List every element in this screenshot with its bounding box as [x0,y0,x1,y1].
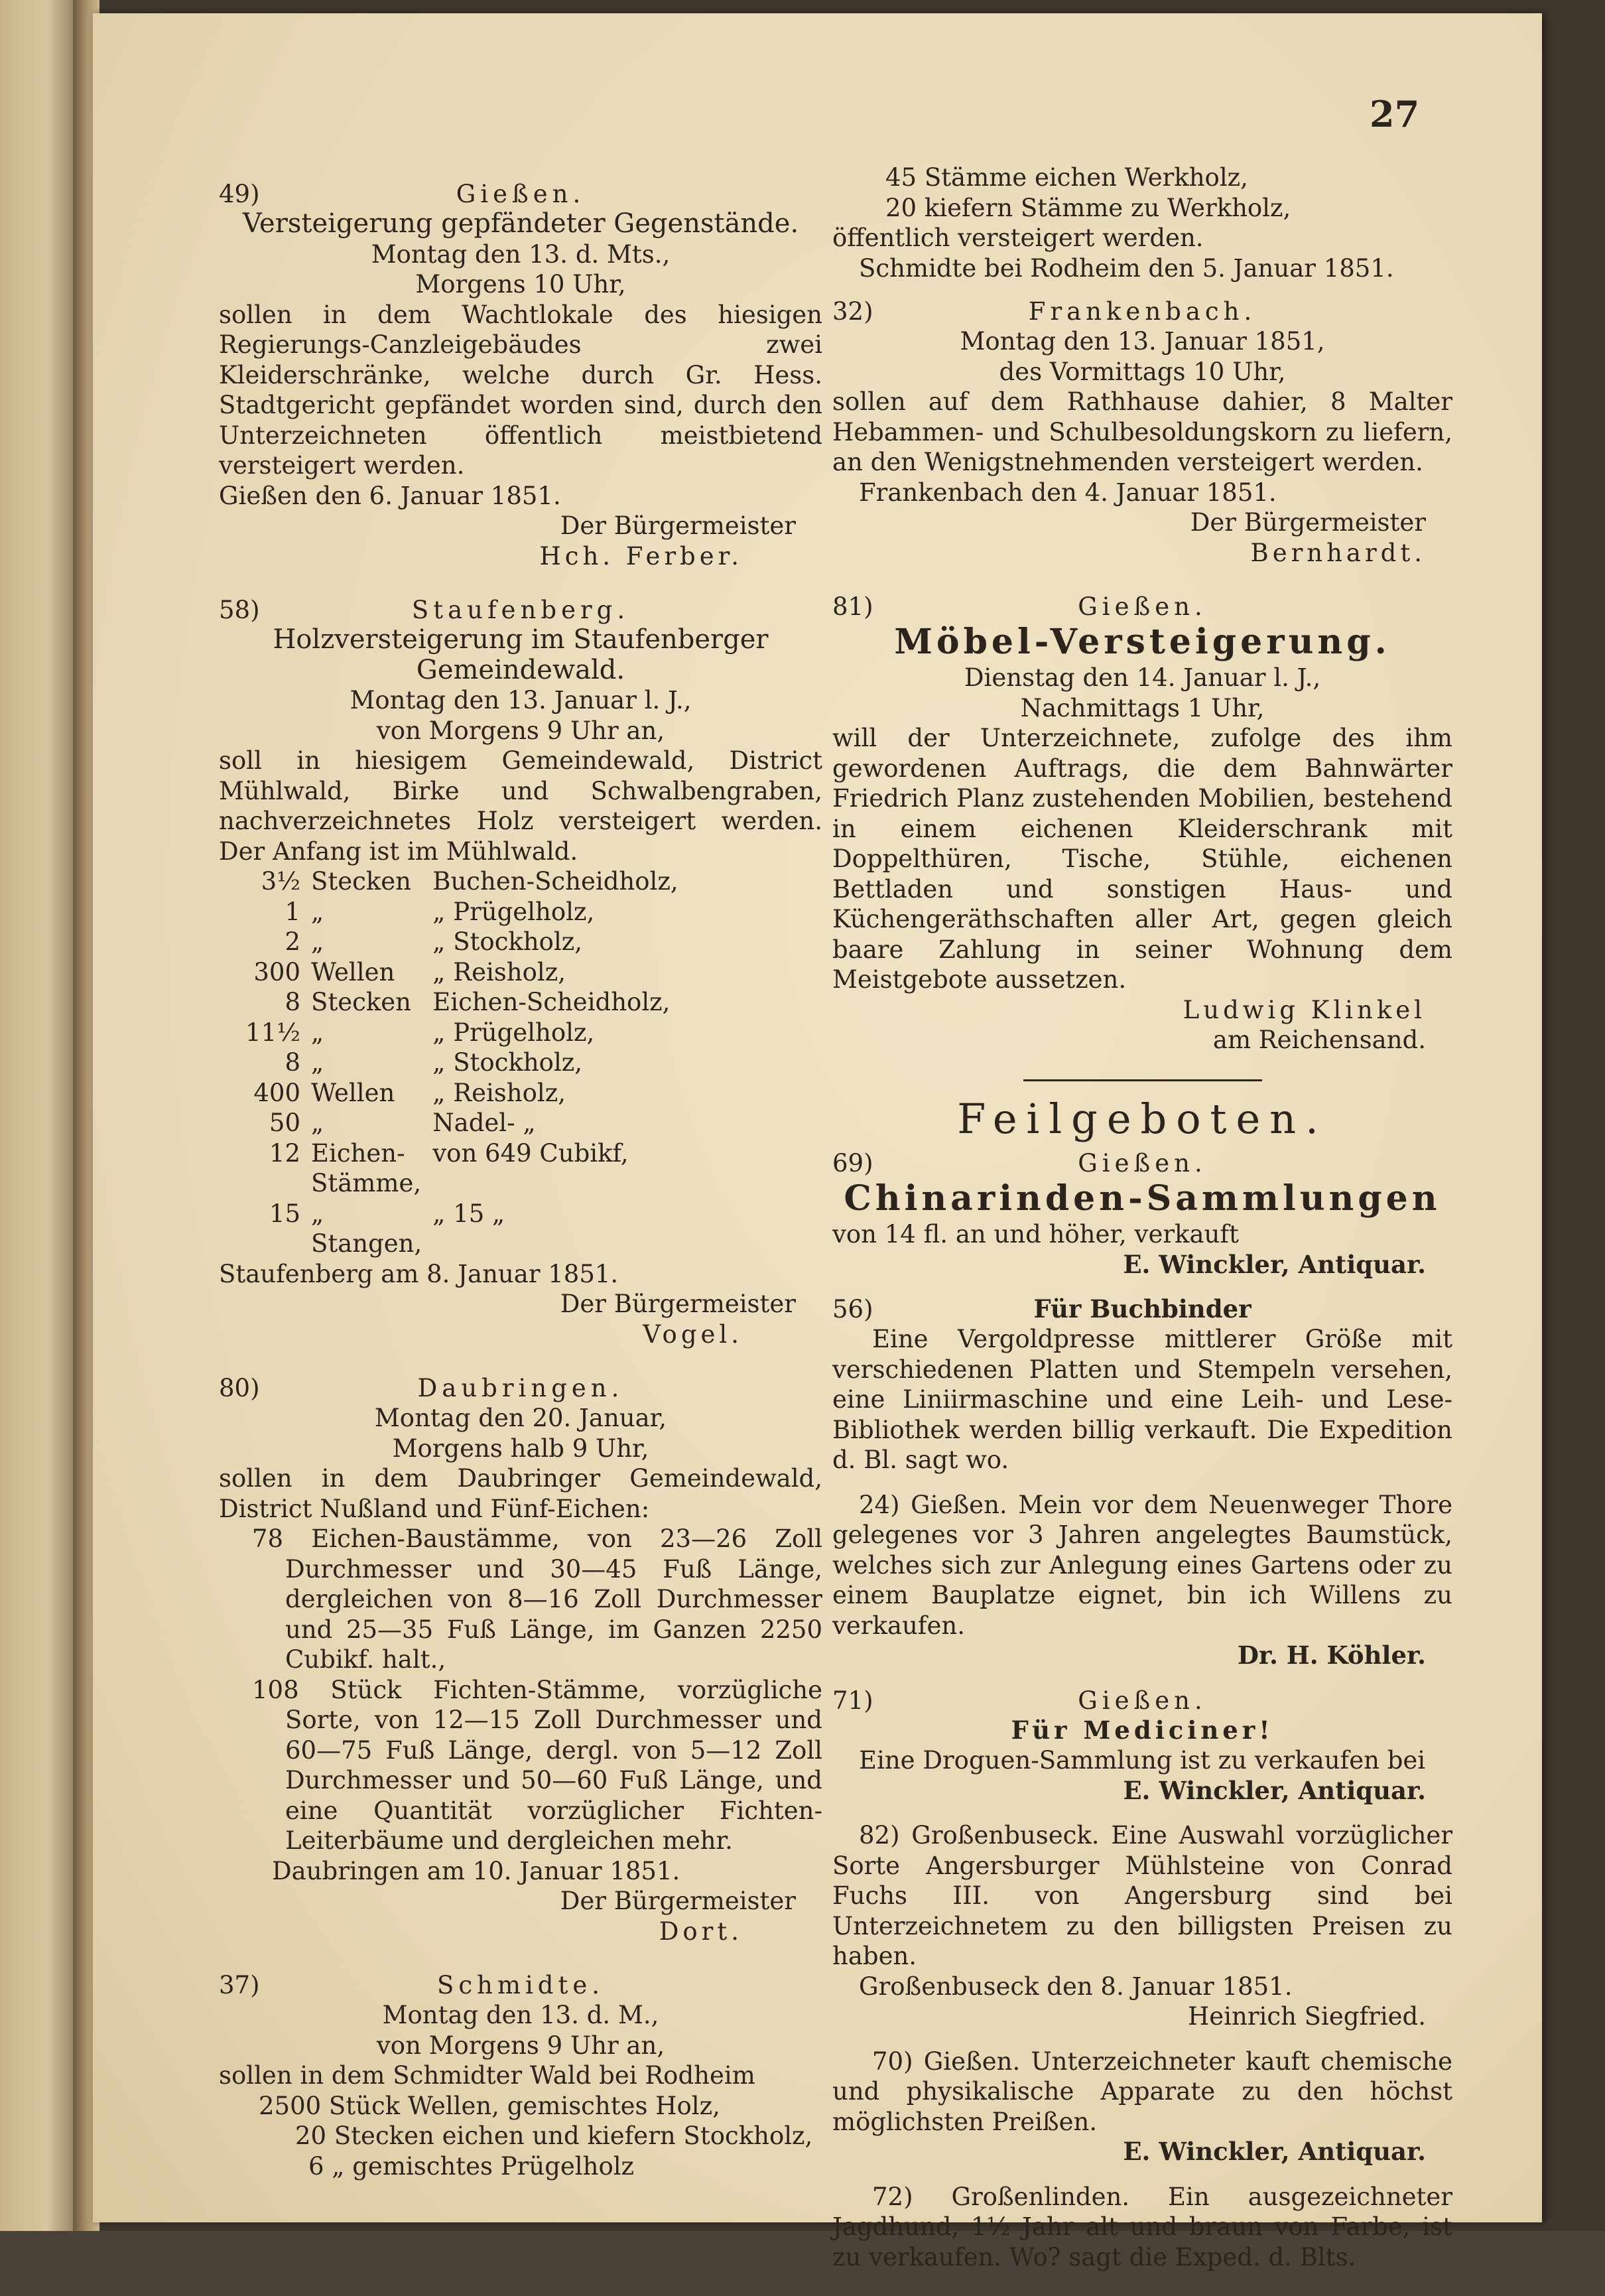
ad-place: Gießen. [456,180,586,208]
unit: Wellen [311,1078,395,1107]
ad-text: 70) Gießen. Unterzeichneter kauft chemische und physikalische Apparate zu den höchst möglichsten Preißen. [832,2047,1452,2136]
page-number: 27 [1370,93,1420,135]
ad-line: von Morgens 9 Uhr an, [376,2031,665,2060]
ad-signature: Heinrich Siegfried. [1188,2002,1426,2031]
ad-signature-name: Vogel. [643,1319,743,1349]
ad-text: sollen in dem Wachtlokale des hiesigen Regierungs-Canzleigebäudes zwei Kleiderschränke, welche durch Gr. Hess. Stadtgericht gepfändet worden sind, durch den Unterzeichneten öffentlich meistbietend versteigert werden. [219,300,822,480]
table-row [225,866,684,897]
ad-place: Gießen. [1078,1149,1207,1178]
ad-24 [832,1490,1452,1671]
ad-line: von Morgens 9 Uhr an, [376,716,665,745]
ad-title: Chinarinden-Sammlungen [844,1178,1441,1219]
ad-81 [832,592,1452,1055]
kind: „ Prügelholz, [432,897,595,926]
ad-text: sollen auf dem Rathhause dahier, 8 Malter Hebammen- und Schulbesoldungskorn zu liefern, an den Wenigstnehmenden versteigert werden. [832,387,1452,476]
ad-number: 32) [832,297,873,326]
ad-82 [832,1820,1452,2032]
ad-item: 20 Stecken eichen und kiefern Stockholz, [295,2122,813,2150]
qty: 400 [253,1078,300,1107]
unit: Stecken [311,867,411,896]
unit: „ [311,1018,324,1047]
ad-text: 72) Großenlinden. Ein ausgezeichneter Jagdhund, 1½ Jahr alt und braun von Farbe, ist zu verkaufen. Wo? sagt die Exped. d. Blts. [832,2182,1452,2271]
ad-line: Morgens halb 9 Uhr, [392,1434,649,1463]
kind: „ Prügelholz, [432,1018,595,1047]
qty: 15 [269,1199,300,1228]
table-row [225,897,684,927]
unit: Wellen [311,957,395,986]
ad-49 [219,179,822,571]
ad-signature-address: am Reichensand. [1212,1026,1426,1054]
qty: 8 [285,988,300,1016]
kind: „ Stockholz, [432,1048,583,1077]
table-row [225,1047,684,1078]
ad-item: 108 Stück Fichten-Stämme, vorzügliche Sorte, von 12—15 Zoll Durchmesser und 60—75 Fuß Länge, dergl. von 5—12 Zoll Durchmesser und 50—60 Fuß Länge, und eine Quantität vorzüglicher Fichten-Leiterbäume und dergleichen mehr. [252,1675,822,1855]
ad-number: 49) [219,180,260,208]
table-row [225,927,684,957]
qty: 11½ [245,1018,300,1047]
ad-title: Versteigerung gepfändeter Gegenstände. [242,208,799,239]
ad-line: Montag den 13. Januar l. J., [350,686,692,714]
ad-title: Für Mediciner! [1011,1715,1274,1745]
kind: Nadel- „ [432,1109,536,1137]
ad-number: 69) [832,1149,873,1178]
ad-signature-title: Der Bürgermeister [560,1887,796,1915]
table-row [225,1018,684,1048]
ad-72 [832,2182,1452,2273]
ad-place: Gießen. [1078,1686,1207,1715]
ad-number: 81) [832,592,873,621]
ad-date: Gießen den 6. Januar 1851. [219,481,561,510]
ad-line: Montag den 20. Januar, [374,1404,667,1432]
ad-line: Montag den 13. Januar 1851, [960,327,1325,356]
qty: 1 [285,897,300,926]
ad-place: Staufenberg. [411,596,630,624]
kind: Buchen-Scheidholz, [432,867,678,896]
unit: Eichen-Stämme, [311,1138,422,1197]
ad-text: von 14 fl. an und höher, verkauft [832,1220,1239,1249]
ad-signature-title: Der Bürgermeister [560,1290,796,1318]
ad-signature-name: Dort. [659,1917,743,1946]
ad-date: Daubringen am 10. Januar 1851. [272,1856,680,1885]
ad-signature: E. Winckler, Antiquar. [1123,1249,1426,1279]
ad-item: 6 „ gemischtes Prügelholz [308,2151,635,2181]
ad-56 [832,1294,1452,1475]
left-column [219,179,822,2205]
ad-number: 37) [219,1971,260,1999]
unit: „ [311,897,324,926]
ad-number: 58) [219,596,260,624]
ad-line: des Vormittags 10 Uhr, [999,357,1286,386]
qty: 50 [269,1109,300,1137]
ad-signature: E. Winckler, Antiquar. [1123,2137,1426,2166]
ad-title: Für Buchbinder [1033,1294,1252,1323]
ad-date: Staufenberg am 8. Januar 1851. [219,1259,619,1288]
kind: „ Reisholz, [432,957,566,986]
ad-date: Großenbuseck den 8. Januar 1851. [859,1972,1293,2001]
ad-signature-name: Ludwig Klinkel [1183,995,1426,1024]
unit: „ [311,1048,324,1077]
table-row [225,1199,684,1259]
ad-text: 24) Gießen. Mein vor dem Neuenweger Thore gelegenes vor 3 Jahren angelegtes Baumstück, welches sich zur Anlegung eines Gartens oder zu einem Bauplatze eignet, bin ich Willens zu verkaufen. [832,1490,1452,1640]
ad-text: öffentlich versteigert werden. [832,224,1204,252]
kind: Eichen-Scheidholz, [432,988,671,1016]
ad-number: 71) [832,1686,873,1715]
ad-date: Schmidte bei Rodheim den 5. Januar 1851. [859,253,1394,283]
ad-text: sollen in dem Daubringer Gemeindewald, District Nußland und Fünf-Eichen: [219,1464,822,1523]
qty: 8 [285,1048,300,1077]
table-row [225,987,684,1018]
ad-line: Montag den 13. d. M., [382,2001,659,2029]
unit: Stecken [311,988,411,1016]
ad-text: Eine Vergoldpresse mittlerer Größe mit verschiedenen Platten und Stempeln versehen, eine Liniirmaschine und eine Leih- und Lese-Bibliothek werden billig verkauft. Die Expedition d. Bl. sagt wo. [832,1325,1452,1474]
ad-signature: Dr. H. Köhler. [1237,1641,1426,1670]
ad-title: Holzversteigerung im Staufenberger Gemeindewald. [273,624,769,685]
ad-number: 56) [832,1295,873,1323]
section-divider [1023,1079,1262,1081]
kind: „ Reisholz, [432,1078,566,1107]
ad-37-continued [832,163,1452,283]
ad-item: 45 Stämme eichen Werkholz, [885,163,1248,192]
kind: von 649 Cubikf, [432,1138,629,1168]
ad-text: will der Unterzeichnete, zufolge des ihm gewordenen Auftrags, die dem Bahnwärter Friedrich Planz zustehenden Mobilien, bestehend in einem eichenen Kleiderschrank mit Doppelthüren, Tische, Stühle, eichenen Bettladen und sonstigen Haus- und Küchengeräthschaften aller Art, gegen gleich baare Zahlung in seiner Wohnung dem Meistgebote aussetzen. [832,724,1452,994]
table-row [225,1078,684,1109]
ad-69 [832,1148,1452,1280]
ad-line: Dienstag den 14. Januar l. J., [964,663,1321,692]
ad-item: 2500 Stück Wellen, gemischtes Holz, [259,2091,720,2120]
ad-number: 80) [219,1374,260,1402]
ad-80 [219,1373,822,1946]
qty: 12 [269,1138,300,1168]
ad-signature-name: Hch. Ferber. [539,541,743,571]
table-row [225,957,684,988]
right-column [832,163,1452,2296]
ad-text: 82) Großenbuseck. Eine Auswahl vorzüglicher Sorte Angersburger Mühlsteine von Conrad Fuchs III. von Angersburg sind bei Unterzeichnetem zu den billigsten Preisen zu haben. [832,1821,1452,1970]
ad-place: Daubringen. [417,1374,624,1402]
ad-place: Frankenbach. [1028,297,1257,326]
ad-item: 78 Eichen-Baustämme, von 23—26 Zoll Durchmesser und 30—45 Fuß Länge, dergleichen von 8—16 Zoll Durchmesser und 25—35 Fuß Länge, im Ganzen 2250 Cubikf. halt., [252,1524,822,1674]
section-heading: Feilgeboten. [957,1094,1328,1143]
wood-table [225,866,684,1259]
ad-32 [832,297,1452,568]
ad-37 [219,1970,822,2181]
ad-line: Montag den 13. d. Mts., [371,239,671,269]
ad-line: Nachmittags 1 Uhr, [1020,693,1265,722]
ad-signature-title: Der Bürgermeister [560,511,796,540]
ad-signature-name: Bernhardt. [1250,538,1426,567]
qty: 2 [285,927,300,956]
unit: „ Stangen, [311,1199,422,1258]
ad-text: soll in hiesigem Gemeindewald, District Mühlwald, Birke und Schwalbengraben, nachverzeichnetes Holz versteigert werden. Der Anfang ist im Mühlwald. [219,746,822,866]
ad-signature: E. Winckler, Antiquar. [1123,1775,1426,1805]
table-row [225,1138,684,1199]
ad-item: 20 kiefern Stämme zu Werkholz, [885,193,1291,222]
qty: 300 [253,957,300,986]
facing-page-edge [0,0,78,2231]
unit: „ [311,927,324,956]
ad-text: Eine Droguen-Sammlung ist zu verkaufen bei [859,1746,1426,1775]
ad-line: Morgens 10 Uhr, [415,270,626,299]
unit: „ [311,1109,324,1137]
ad-signature-title: Der Bürgermeister [1190,508,1426,537]
ad-title: Möbel-Versteigerung. [894,622,1391,662]
ad-58 [219,595,822,1349]
kind: „ Stockholz, [432,927,583,956]
ad-date: Frankenbach den 4. Januar 1851. [859,478,1277,507]
ad-place: Gießen. [1078,592,1207,621]
kind: „ 15 „ [432,1199,505,1228]
ad-70 [832,2047,1452,2167]
ad-71 [832,1686,1452,1806]
ad-place: Schmidte. [436,1971,605,1999]
qty: 3½ [261,867,300,896]
table-row [225,1108,684,1138]
ad-text: sollen in dem Schmidter Wald bei Rodheim [219,2061,755,2090]
